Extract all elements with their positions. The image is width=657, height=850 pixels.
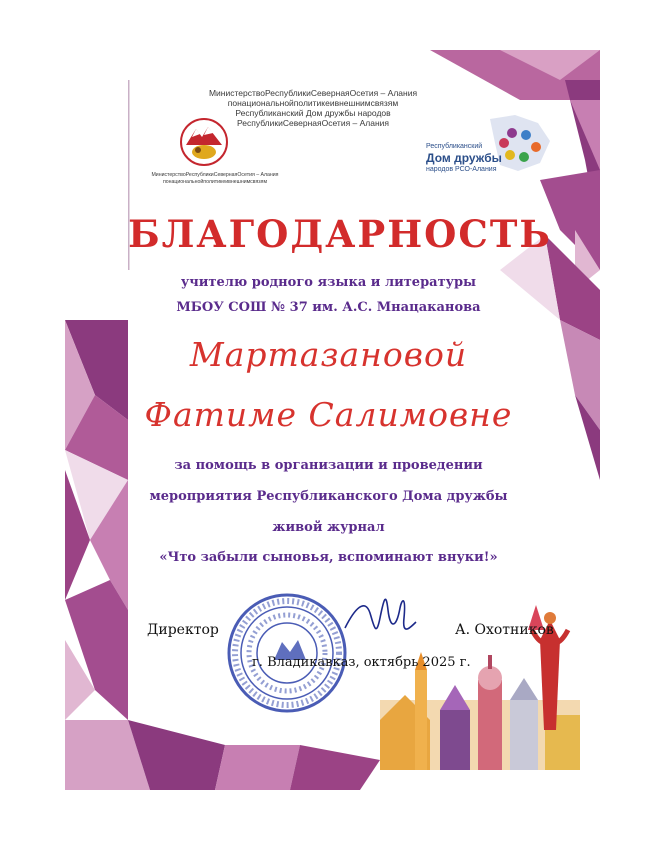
ministry-line: РеспубликиСевернаяОсетия – Алания	[236, 118, 390, 128]
recipient-position: учителю родного языка и литературы	[180, 275, 477, 290]
signatory-name: А. Охотников	[455, 622, 554, 638]
ministry-caption-line: понациональнойполитикеивнешнимсвязям	[162, 178, 268, 185]
ministry-line: понациональнойполитикеивнешнимсвязям	[227, 98, 399, 108]
ministry-caption-line: МинистерствоРеспубликиСевернаяОсетия – Алания	[151, 172, 279, 178]
event-title: «Что забыли сыновья, вспоминают внуки!»	[159, 550, 498, 565]
recipient-given-names: Фатиме Салимовне	[144, 395, 513, 434]
document-title: БЛАГОДАРНОСТЬ	[128, 212, 552, 256]
ministry-caption	[140, 172, 290, 185]
ministry-line: МинистерствоРеспубликиСевернаяОсетия – Алания	[208, 88, 418, 98]
recipient-school: МБОУ СОШ № 37 им. А.С. Мнацаканова	[176, 300, 481, 315]
purpose-line: живой журнал	[272, 520, 385, 535]
seal-stamp-icon	[224, 590, 350, 716]
purpose-line: мероприятия Республиканского Дома дружбы	[149, 489, 508, 504]
logo-caption-main: Дом дружбы	[426, 151, 502, 165]
signature-icon	[340, 588, 420, 648]
recipient-surname: Мартазановой	[189, 335, 468, 374]
purpose-line: за помощь в организации и проведении	[174, 458, 483, 473]
place-date: г. Владикавказ, октябрь 2025 г.	[252, 655, 471, 670]
logo-caption-top: Республиканский	[426, 143, 483, 150]
ministry-header	[203, 88, 423, 128]
signatory-role: Директор	[147, 622, 219, 638]
logo-caption-sub: народов РСО-Алания	[426, 166, 497, 173]
ministry-line: Республиканский Дом дружбы народов	[235, 108, 391, 118]
